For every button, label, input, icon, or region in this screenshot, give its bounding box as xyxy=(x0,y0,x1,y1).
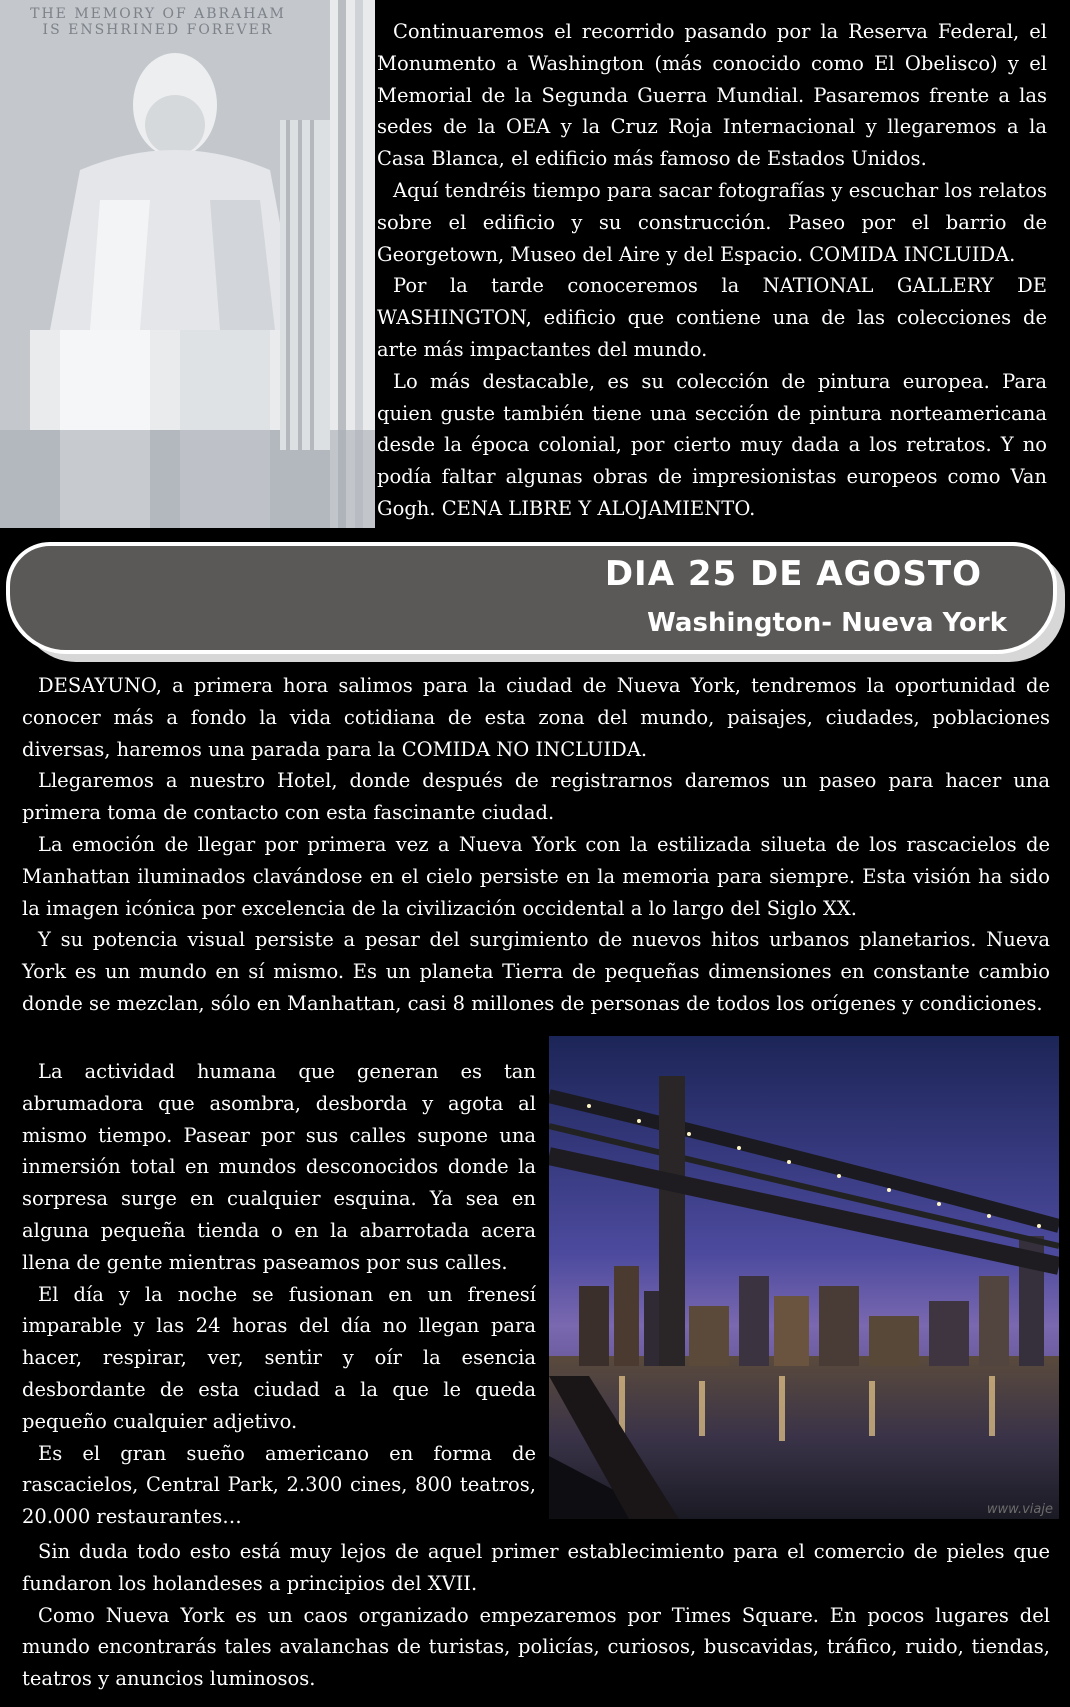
paragraph: Aquí tendréis tiempo para sacar fotografías y escuchar los relatos sobre el edificio y su construcción. Paseo por el barrio de Georgetown, Museo del Aire y del Espacio. COMIDA INCLUIDA. xyxy=(377,178,1047,266)
main-text xyxy=(22,670,1050,1020)
paragraph: Es el gran sueño americano en forma de rascacielos, Central Park, 2.300 cines, 800 teatros, 20.000 restaurantes… xyxy=(22,1441,536,1529)
paragraph: Sin duda todo esto está muy lejos de aquel primer establecimiento para el comercio de pieles que fundaron los holandeses a principios del XVII. xyxy=(22,1540,1050,1595)
paragraph: Como Nueva York es un caos organizado empezaremos por Times Square. En pocos lugares del mundo encontrarás tales avalanchas de turistas, policías, curiosos, buscavidas, tráfico, ruido, tiendas, teatros y anuncios luminosos. xyxy=(22,1603,1050,1691)
side-text xyxy=(22,1056,536,1533)
banner-subtitle: Washington- Nueva York xyxy=(647,608,1007,638)
brooklyn-bridge-photo xyxy=(549,1036,1059,1519)
inscription xyxy=(8,6,308,38)
paragraph: Por la tarde conoceremos la NATIONAL GALLERY DE WASHINGTON, edificio que contiene una de las colecciones de arte más impactantes del mundo. xyxy=(377,274,1047,361)
paragraph: Llegaremos a nuestro Hotel, donde después de registrarnos daremos un paseo para hacer una primera toma de contacto con esta fascinante ciudad. xyxy=(22,769,1050,825)
top-text xyxy=(377,16,1047,525)
banner-title: DIA 25 DE AGOSTO xyxy=(604,554,982,594)
paragraph: El día y la noche se fusionan en un frenesí imparable y las 24 horas del día no llegan para hacer, respirar, ver, sentir y oír la esencia desbordante de esta ciudad a la que le queda pequeño cualquier adjetivo. xyxy=(22,1282,536,1433)
inscription-line-1: THE MEMORY OF ABRAHAM xyxy=(30,6,286,22)
paragraph: La emoción de llegar por primera vez a Nueva York con la estilizada silueta de los rascacielos de Manhattan iluminados clavándose en el cielo persiste en la memoria para siempre. Esta visión ha sido la imagen icónica por excelencia de la civilización occidental a lo largo del Siglo XX. xyxy=(22,832,1050,920)
day-banner xyxy=(6,542,1057,654)
brooklyn-bridge-illustration xyxy=(549,1036,1059,1519)
paragraph: La actividad humana que generan es tan abrumadora que asombra, desborda y agota al mismo tiempo. Pasear por sus calles supone una inmersión total en mundos desconocidos donde la sorpresa surge en cualquier esquina. Ya sea en alguna pequeña tienda o en la abarrotada acera llena de gente mientras paseamos por sus calles. xyxy=(22,1060,536,1274)
paragraph: Continuaremos el recorrido pasando por la Reserva Federal, el Monumento a Washington (más conocido como El Obelisco) y el Memorial de la Segunda Guerra Mundial. Pasaremos frente a las sedes de la OEA y la Cruz Roja Internacional y llegaremos a la Casa Blanca, el edificio más famoso de Estados Unidos. xyxy=(377,20,1047,171)
lincoln-memorial-photo xyxy=(0,0,375,528)
paragraph: DESAYUNO, a primera hora salimos para la ciudad de Nueva York, tendremos la oportunidad de conocer más a fondo la vida cotidiana de esta zona del mundo, paisajes, ciudades, poblaciones diversas, haremos una parada para la COMIDA NO INCLUIDA. xyxy=(22,674,1050,761)
bottom-text xyxy=(22,1536,1050,1695)
inscription-line-2: IS ENSHRINED FOREVER xyxy=(42,22,274,38)
lincoln-statue-illustration xyxy=(0,0,375,528)
paragraph: Lo más destacable, es su colección de pintura europea. Para quien guste también tiene una sección de pintura norteamericana desde la época colonial, por cierto muy dada a los retratos. Y no podía faltar algunas obras de impresionistas europeos como Van Gogh. CENA LIBRE Y ALOJAMIENTO. xyxy=(377,369,1047,520)
watermark: www.viaje xyxy=(986,1502,1053,1517)
paragraph: Y su potencia visual persiste a pesar del surgimiento de nuevos hitos urbanos planetarios. Nueva York es un mundo en sí mismo. Es un planeta Tierra de pequeñas dimensiones en constante cambio donde se mezclan, sólo en Manhattan, casi 8 millones de personas de todos los orígenes y condiciones. xyxy=(22,928,1050,1015)
